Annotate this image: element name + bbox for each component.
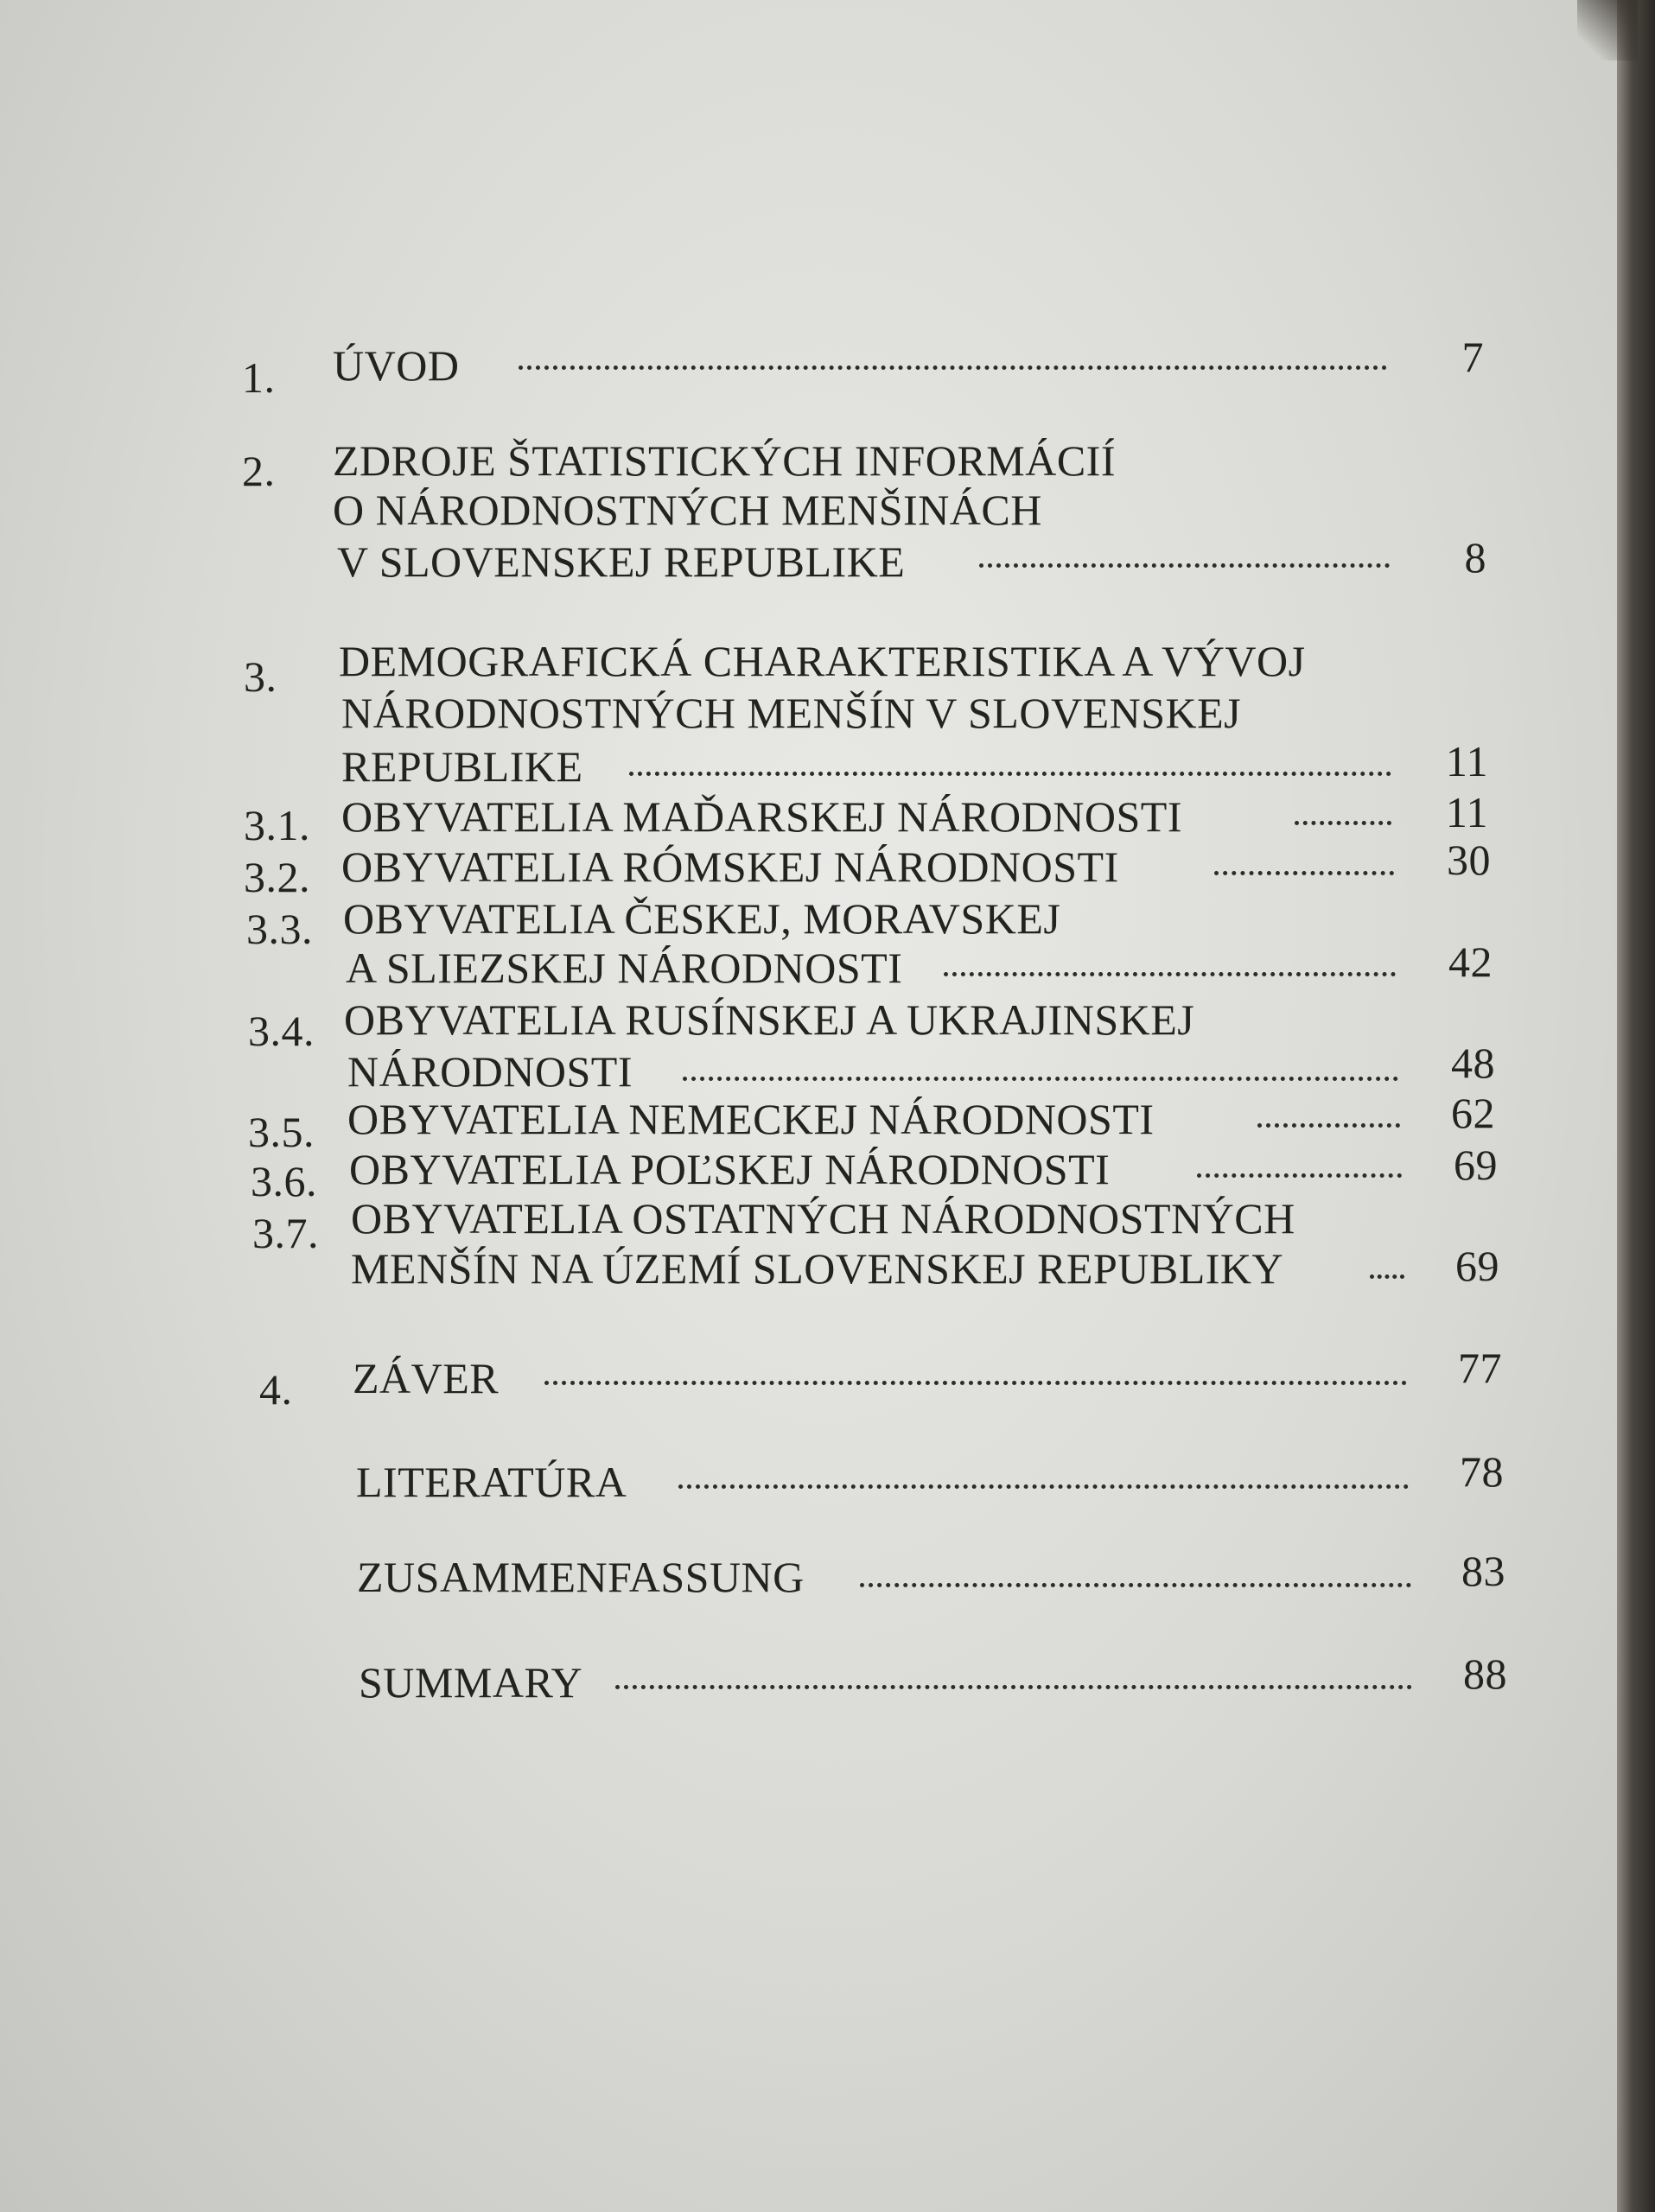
entry-title-line: OBYVATELIA NEMECKEJ NÁRODNOSTI: [347, 1095, 1155, 1143]
entry-number: 2.: [242, 447, 276, 495]
dot-leader: [1197, 1173, 1402, 1178]
entry-title-line: ZDROJE ŠTATISTICKÝCH INFORMÁCIÍ: [333, 436, 1116, 485]
dot-leader: [1295, 821, 1391, 825]
entry-title-line: OBYVATELIA RUSÍNSKEJ A UKRAJINSKEJ: [344, 995, 1195, 1044]
entry-page: 42: [1448, 938, 1493, 986]
entry-title-line: LITERATÚRA: [356, 1458, 627, 1506]
entry-title-line: V SLOVENSKEJ REPUBLIKE: [337, 537, 906, 586]
dot-leader: [683, 1077, 1398, 1081]
entry-number: 3.3.: [246, 905, 313, 953]
entry-page: 11: [1445, 788, 1488, 836]
entry-title-line: DEMOGRAFICKÁ CHARAKTERISTIKA A VÝVOJ: [339, 637, 1306, 685]
entry-page: 83: [1461, 1547, 1505, 1595]
entry-number: 3.4.: [248, 1007, 315, 1055]
dot-leader: [860, 1583, 1411, 1587]
dot-leader: [629, 772, 1391, 776]
entry-page: 30: [1447, 836, 1491, 884]
entry-page: 62: [1451, 1089, 1495, 1137]
entry-title-line: ÚVOD: [333, 341, 460, 390]
entry-page: 77: [1458, 1344, 1502, 1392]
entry-title-line: NÁRODNOSTNÝCH MENŠÍN V SLOVENSKEJ: [341, 689, 1242, 737]
entry-number: 3.1.: [244, 801, 310, 849]
entry-number: 3.5.: [248, 1108, 315, 1156]
dot-leader: [944, 972, 1396, 976]
entry-page: 8: [1464, 533, 1486, 582]
dot-leader: [544, 1381, 1407, 1385]
entry-title-line: OBYVATELIA OSTATNÝCH NÁRODNOSTNÝCH: [351, 1194, 1295, 1243]
entry-title-line: ZÁVER: [353, 1354, 500, 1402]
entry-page: 7: [1461, 333, 1484, 381]
dot-leader: [1214, 871, 1394, 875]
entry-number: 4.: [259, 1365, 293, 1414]
entry-page: 48: [1451, 1039, 1495, 1087]
entry-title-line: A SLIEZSKEJ NÁRODNOSTI: [346, 944, 903, 992]
entry-page: 69: [1454, 1141, 1498, 1189]
dot-leader: [678, 1484, 1409, 1489]
entry-page: 78: [1460, 1447, 1504, 1496]
entry-title-line: NÁRODNOSTI: [347, 1047, 633, 1096]
dot-leader: [1257, 1123, 1400, 1128]
entry-number: 3.7.: [252, 1209, 319, 1257]
entry-number: 3.2.: [244, 853, 310, 901]
entry-title-line: SUMMARY: [359, 1658, 583, 1707]
dot-leader: [615, 1685, 1412, 1689]
entry-number: 3.6.: [251, 1157, 317, 1205]
entry-page: 69: [1455, 1242, 1499, 1290]
entry-title-line: OBYVATELIA MAĎARSKEJ NÁRODNOSTI: [341, 792, 1182, 841]
entry-page: 88: [1463, 1649, 1507, 1698]
entry-title-line: O NÁRODNOSTNÝCH MENŠINÁCH: [333, 486, 1042, 534]
entry-title-line: OBYVATELIA RÓMSKEJ NÁRODNOSTI: [341, 842, 1119, 891]
entry-title-line: ZUSAMMENFASSUNG: [357, 1553, 805, 1601]
entry-number: 3.: [244, 652, 277, 701]
entry-title-line: OBYVATELIA POĽSKEJ NÁRODNOSTI: [349, 1145, 1111, 1193]
entry-title-line: REPUBLIKE: [341, 742, 583, 791]
entry-title-line: OBYVATELIA ČESKEJ, MORAVSKEJ: [343, 894, 1061, 943]
entry-number: 1.: [242, 353, 276, 402]
dot-leader: [979, 563, 1390, 568]
entry-page: 11: [1445, 737, 1488, 785]
entry-title-line: MENŠÍN NA ÚZEMÍ SLOVENSKEJ REPUBLIKY: [351, 1244, 1284, 1293]
dot-leader: [519, 365, 1387, 370]
dot-leader: [1370, 1274, 1404, 1279]
